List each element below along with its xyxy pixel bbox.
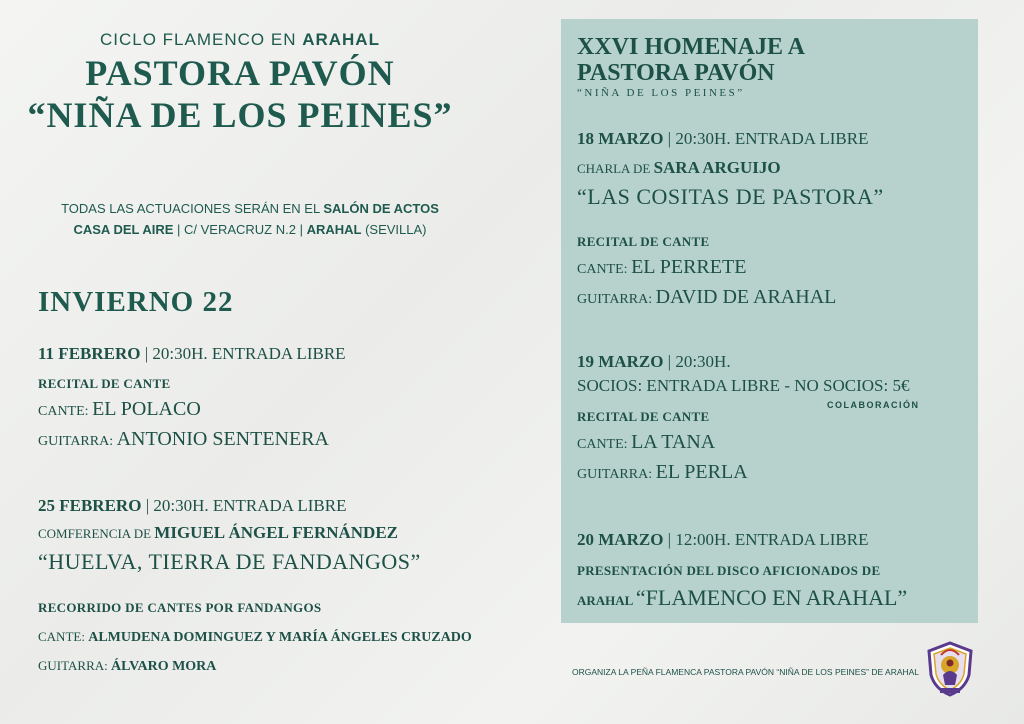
organizer-footer: ORGANIZA LA PEÑA FLAMENCA PASTORA PAVÓN “NIÑA DE LOS PEINES” DE ARAHAL	[572, 667, 920, 677]
main-title-line1: PASTORA PAVÓN	[85, 53, 395, 93]
cante-value: LA TANA	[631, 431, 716, 453]
left-event2-time: | 20:30H. ENTRADA LIBRE	[141, 496, 347, 515]
disc-title: “FLAMENCO EN ARAHAL”	[635, 585, 908, 610]
disc-town: ARAHAL	[577, 593, 636, 608]
left-event2-section: RECORRIDO DE CANTES POR FANDANGOS	[38, 600, 322, 615]
guitarra-label: GUITARRA:	[577, 292, 656, 307]
left-event2-quote: “HUELVA, TIERRA DE FANDANGOS”	[38, 549, 421, 574]
venue-hall: SALÓN DE ACTOS	[323, 201, 439, 216]
panel-event2-date: 19 MARZO	[577, 352, 664, 371]
cycle-prefix: CICLO FLAMENCO EN	[100, 30, 303, 49]
guitarra-value: DAVID DE ARAHAL	[655, 286, 837, 308]
cante-label: CANTE:	[38, 404, 93, 419]
panel-event1-time: | 20:30H. ENTRADA LIBRE	[663, 129, 869, 148]
panel-event3-date: 20 MARZO	[577, 530, 664, 549]
season-heading: INVIERNO 22	[38, 286, 234, 318]
conference-speaker: MIGUEL ÁNGEL FERNÁNDEZ	[154, 523, 398, 542]
panel-event2-price: SOCIOS: ENTRADA LIBRE - NO SOCIOS: 5€	[577, 376, 910, 395]
venue-line1	[0, 201, 500, 216]
charla-speaker: SARA ARGUIJO	[653, 158, 781, 177]
venue-building: CASA DEL AIRE	[73, 222, 174, 237]
panel-event2-cante	[577, 431, 715, 454]
venue-street: | C/ VERACRUZ N.2 |	[173, 222, 307, 237]
left-event1-guitarra	[38, 428, 329, 451]
left-event2-date: 25 FEBRERO	[38, 496, 142, 515]
panel-title-line1: XXVI HOMENAJE A	[577, 34, 806, 60]
venue-province: (SEVILLA)	[361, 222, 427, 237]
guitarra-label: GUITARRA:	[38, 434, 117, 449]
left-event2-conference	[38, 523, 398, 543]
panel-event3-section-line1: PRESENTACIÓN DEL DISCO AFICIONADOS DE	[577, 563, 881, 578]
pena-flamenca-emblem-icon	[925, 641, 975, 697]
panel-event1-date-line	[577, 129, 868, 149]
panel-event1-charla	[577, 158, 781, 178]
panel-title-line2: PASTORA PAVÓN	[577, 60, 775, 86]
cante-label: CANTE:	[38, 629, 89, 644]
guitarra-value: ÁLVARO MORA	[111, 659, 217, 674]
left-event1-section: RECITAL DE CANTE	[38, 376, 171, 391]
panel-event2-date-line	[577, 352, 731, 372]
cante-value: EL POLACO	[92, 398, 201, 420]
conference-label: COMFERENCIA DE	[38, 526, 155, 541]
venue-prefix: TODAS LAS ACTUACIONES SERÁN EN EL	[61, 201, 324, 216]
panel-event1-section: RECITAL DE CANTE	[577, 234, 710, 249]
panel-event3-section-line2	[577, 585, 907, 611]
guitarra-value: ANTONIO SENTENERA	[116, 428, 330, 450]
guitarra-label: GUITARRA:	[577, 467, 656, 482]
panel-event2-time: | 20:30H.	[663, 352, 731, 371]
cante-label: CANTE:	[577, 437, 632, 452]
left-event1-cante	[38, 398, 201, 421]
panel-event1-date: 18 MARZO	[577, 129, 664, 148]
left-event1-time: | 20:30H. ENTRADA LIBRE	[140, 344, 346, 363]
guitarra-label: GUITARRA:	[38, 658, 111, 673]
left-event2-cante	[38, 629, 472, 646]
left-event1-date-line	[38, 344, 346, 364]
left-event2-date-line	[38, 496, 346, 516]
panel-event2-collab: COLABORACIÓN	[827, 400, 920, 410]
cycle-heading	[0, 30, 480, 50]
cante-value: ALMUDENA DOMINGUEZ Y MARÍA ÁNGELES CRUZADO	[88, 630, 472, 645]
panel-subtitle: “NIÑA DE LOS PEINES”	[577, 87, 745, 99]
main-title-line2: “NIÑA DE LOS PEINES”	[27, 95, 453, 135]
guitarra-value: EL PERLA	[655, 461, 748, 483]
panel-event3-date-line	[577, 530, 868, 550]
cante-value: EL PERRETE	[631, 256, 747, 278]
charla-label: CHARLA DE	[577, 161, 654, 176]
panel-event3-time: | 12:00H. ENTRADA LIBRE	[663, 530, 869, 549]
venue-line2	[0, 222, 500, 237]
left-event2-guitarra	[38, 658, 216, 675]
venue-town: ARAHAL	[306, 222, 362, 237]
panel-event1-cante	[577, 256, 746, 279]
panel-event2-section: RECITAL DE CANTE	[577, 409, 710, 424]
left-event1-date: 11 FEBRERO	[38, 344, 141, 363]
cycle-place: ARAHAL	[302, 30, 380, 49]
cante-label: CANTE:	[577, 262, 632, 277]
panel-event1-guitarra	[577, 286, 836, 309]
panel-event1-quote: “LAS COSITAS DE PASTORA”	[577, 184, 884, 209]
panel-event2-guitarra	[577, 461, 748, 484]
